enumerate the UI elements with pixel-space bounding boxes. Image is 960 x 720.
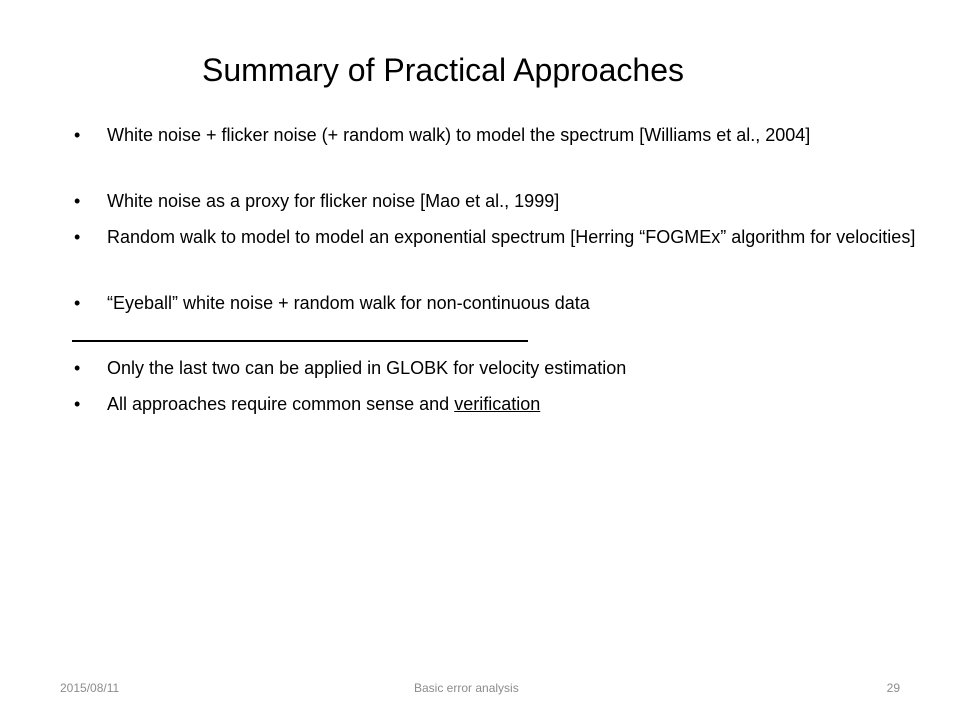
- footer-date: 2015/08/11: [60, 681, 120, 695]
- bullet-marker: •: [74, 191, 81, 211]
- bullet-marker: •: [74, 358, 81, 378]
- bullet-text: White noise as a proxy for flicker noise [Mao et al., 1999]: [107, 191, 560, 211]
- divider-line: [72, 340, 528, 342]
- bullet-item: [74, 355, 927, 381]
- bullet-marker: •: [74, 125, 81, 145]
- bullet-item: [74, 122, 927, 148]
- bullet-text: Only the last two can be applied in GLOBK for velocity estimation: [107, 358, 627, 378]
- slide-title: Summary of Practical Approaches: [202, 52, 684, 88]
- bullet-item: [74, 224, 927, 250]
- bullet-text: White noise + flicker noise (+ random walk) to model the spectrum [Williams et al., 2004]: [107, 125, 811, 145]
- bullet-text-plain: All approaches require common sense and: [107, 394, 455, 414]
- verification-underlined-text: verification: [454, 394, 541, 414]
- footer-page-number: 29: [886, 681, 900, 695]
- bullet-item: [74, 391, 927, 417]
- bullet-text: [107, 391, 927, 417]
- bullet-marker: •: [74, 394, 81, 414]
- bullet-marker: •: [74, 293, 81, 313]
- footer-title: Basic error analysis: [414, 681, 519, 695]
- bullet-marker: •: [74, 227, 81, 247]
- bullet-item: [74, 290, 927, 316]
- bullet-text: Random walk to model to model an exponential spectrum [Herring “FOGMEx” algorithm for velocities]: [107, 227, 916, 247]
- bullet-text: “Eyeball” white noise + random walk for non-continuous data: [107, 293, 590, 313]
- bullet-item: [74, 188, 927, 214]
